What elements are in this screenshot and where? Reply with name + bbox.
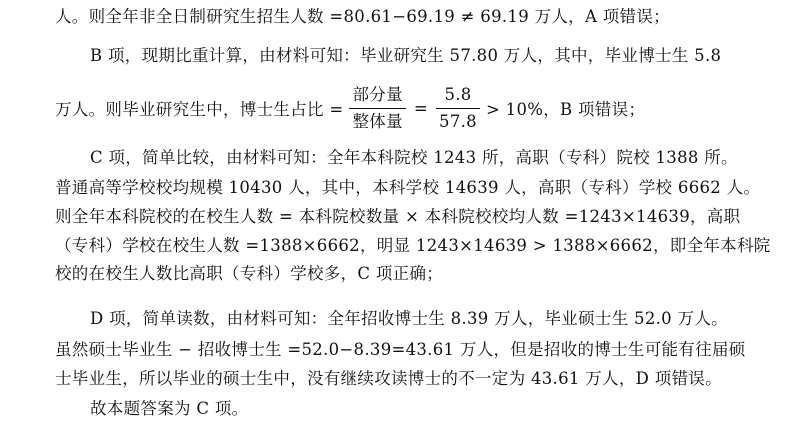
equals-sign: = [413, 98, 429, 118]
fraction-denominator: 57.8 [439, 111, 477, 131]
fraction-part-over-whole [349, 84, 405, 133]
fraction-values [436, 84, 480, 133]
text-line-4: C 项，简单比较，由材料可知：全年本科院校 1243 所，高职（专科）院校 1388 所。 [90, 148, 738, 167]
formula-suffix: > 10%，B 项错误； [485, 100, 646, 119]
text-line-5: 普通高等学校校均规模 10430 人，其中，本科学校 14639 人，高职（专科）学校 6662 人。 [55, 178, 761, 197]
text-line-6: 则全年本科院校的在校生人数 = 本科院校数量 × 本科院校校均人数 =1243×14639，高职 [55, 207, 741, 226]
answer-line: 故本题答案为 C 项。 [90, 399, 249, 418]
fraction-denominator: 整体量 [352, 111, 403, 131]
fraction-numerator: 部分量 [352, 84, 403, 104]
fraction-numerator: 5.8 [444, 84, 472, 104]
text-line-2: B 项，现期比重计算，由材料可知：毕业研究生 57.80 万人，其中，毕业博士生 5.8 [90, 46, 722, 65]
text-line-9: D 项，简单读数，由材料可知：全年招收博士生 8.39 万人，毕业硕士生 52.0 万人。 [90, 309, 728, 328]
formula-line [55, 80, 645, 136]
text-line-7: （专科）学校在校生人数 =1388×6662，明显 1243×14639 > 1388×6662，即全年本科院 [55, 236, 771, 255]
text-line-10: 虽然硕士毕业生 − 招收博士生 =52.0−8.39=43.61 万人，但是招收的博士生可能有往届硕 [55, 340, 746, 359]
text-line-1: 人。则全年非全日制研究生招生人数 =80.61−69.19 ≠ 69.19 万人，A 项错误； [55, 7, 670, 26]
text-line-11: 士毕业生，所以毕业的硕士生中，没有继续攻读博士的不一定为 43.61 万人，D 项错误。 [55, 369, 722, 388]
formula-prefix: 万人。则毕业研究生中，博士生占比 = [55, 100, 344, 119]
text-line-8: 校的在校生人数比高职（专科）学校多，C 项正确； [55, 264, 444, 283]
